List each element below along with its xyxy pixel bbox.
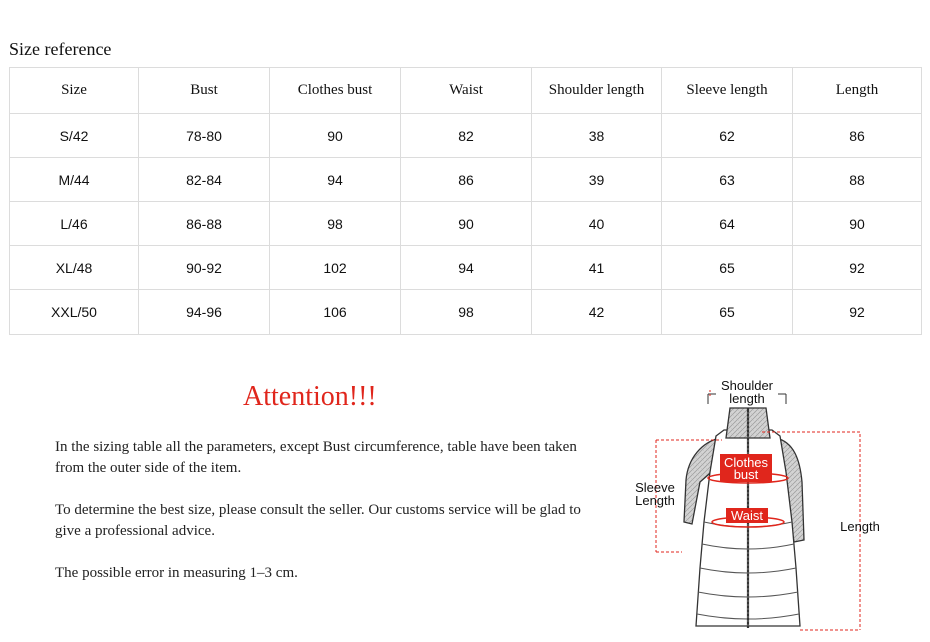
table-cell: 42 xyxy=(532,290,662,335)
size-table xyxy=(9,67,922,335)
table-cell: XL/48 xyxy=(10,246,139,290)
table-row xyxy=(10,158,922,202)
length-label: Length xyxy=(840,519,880,534)
sleeve-length-label-line1: Sleeve xyxy=(635,480,675,495)
table-cell: 106 xyxy=(270,290,401,335)
attention-heading: Attention!!! xyxy=(243,381,377,412)
table-cell: 98 xyxy=(401,290,532,335)
table-cell: 98 xyxy=(270,202,401,246)
table-cell: 62 xyxy=(662,114,793,158)
table-cell: L/46 xyxy=(10,202,139,246)
table-cell: 88 xyxy=(793,158,922,202)
waist-label: Waist xyxy=(730,508,764,523)
table-cell: 92 xyxy=(793,290,922,335)
table-cell: 90-92 xyxy=(139,246,270,290)
table-cell: 82-84 xyxy=(139,158,270,202)
column-header-shoulder-length: Shoulder length xyxy=(532,68,662,114)
table-cell: 39 xyxy=(532,158,662,202)
table-cell: 63 xyxy=(662,158,793,202)
table-row xyxy=(10,202,922,246)
table-cell: S/42 xyxy=(10,114,139,158)
table-cell: 86 xyxy=(401,158,532,202)
table-cell: 94-96 xyxy=(139,290,270,335)
table-cell: XXL/50 xyxy=(10,290,139,335)
table-row xyxy=(10,246,922,290)
table-cell: 92 xyxy=(793,246,922,290)
table-cell: 94 xyxy=(270,158,401,202)
table-cell: 40 xyxy=(532,202,662,246)
table-row xyxy=(10,290,922,335)
table-row xyxy=(10,114,922,158)
page-title: Size reference xyxy=(9,39,112,59)
table-cell: 90 xyxy=(793,202,922,246)
column-header-waist: Waist xyxy=(401,68,532,114)
column-header-sleeve-length: Sleeve length xyxy=(662,68,793,114)
table-cell: 82 xyxy=(401,114,532,158)
table-header-row xyxy=(10,68,922,114)
table-cell: 78-80 xyxy=(139,114,270,158)
note-consult-seller: To determine the best size, please consult the seller. Our customs service will be glad to give a professional advice. xyxy=(55,502,581,539)
note-outer-side: In the sizing table all the parameters, except Bust circumference, table have been taken from the outer side of the item. xyxy=(55,439,577,476)
column-header-size: Size xyxy=(10,68,139,114)
coat-measurement-diagram xyxy=(620,372,920,637)
table-cell: 65 xyxy=(662,290,793,335)
table-cell: 94 xyxy=(401,246,532,290)
column-header-clothes-bust: Clothes bust xyxy=(270,68,401,114)
column-header-length: Length xyxy=(793,68,922,114)
clothes-bust-label-line1: Clothes xyxy=(723,455,769,470)
table-cell: M/44 xyxy=(10,158,139,202)
clothes-bust-label-line2: bust xyxy=(733,467,759,482)
table-cell: 90 xyxy=(270,114,401,158)
note-measuring-error: The possible error in measuring 1–3 cm. xyxy=(55,565,298,581)
table-cell: 41 xyxy=(532,246,662,290)
sleeve-length-label-line2: Length xyxy=(635,493,675,508)
table-cell: 64 xyxy=(662,202,793,246)
table-cell: 86-88 xyxy=(139,202,270,246)
table-cell: 86 xyxy=(793,114,922,158)
table-cell: 65 xyxy=(662,246,793,290)
table-cell: 102 xyxy=(270,246,401,290)
column-header-bust: Bust xyxy=(139,68,270,114)
table-cell: 90 xyxy=(401,202,532,246)
table-cell: 38 xyxy=(532,114,662,158)
shoulder-length-label-line1: Shoulder xyxy=(720,378,774,393)
shoulder-length-label-line2: length xyxy=(729,391,765,406)
